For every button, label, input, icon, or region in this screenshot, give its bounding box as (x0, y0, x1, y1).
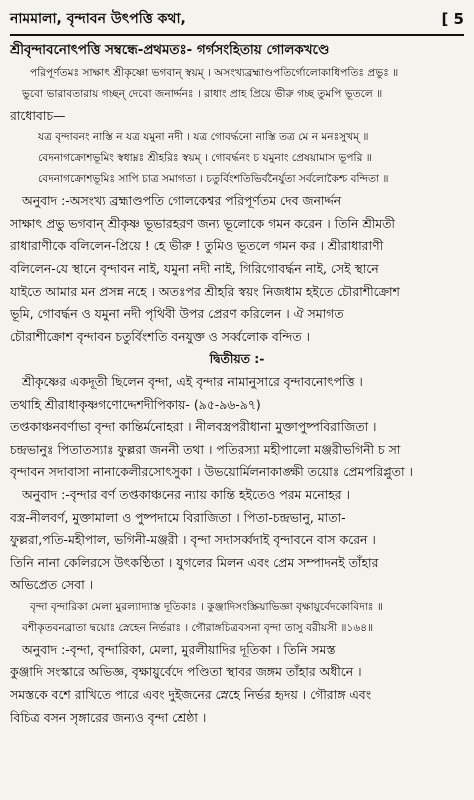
verse-line: যত্র বৃন্দাবনং নাস্তি ন যত্র যমুনা নদী । যত্র গোবর্দ্ধনো নাস্তি তত্র মে ন মনঃসুখম্ ॥ (38, 131, 369, 144)
translation-line: রাধারাণীকে বলিলেন-প্রিয়ে ! হে ভীরু ! তুমিও ভূতলে গমন কর । শ্রীরাধারাণী (10, 238, 384, 254)
verse-line: ভুবো ভারাবতারায় গচ্ছন্ দেবো জনার্দ্দনঃ । রাধাং প্রাহ প্রিয়ে ভীরু গচ্ছ তুমপি ভূতলে ॥ (22, 87, 383, 100)
verse-line: বেদনাগক্রোশভূমিং স্বধাম্নঃ শ্রীহরিঃ স্বয়ম্ । গোবর্দ্ধনং চ যমুনাং প্রেষয়ামাস ভূপরি ॥ (38, 152, 372, 165)
translation-line: চৌরাশীক্রোশ বৃন্দাবন চতুর্বিংশতি বনযুক্ত ও সর্ব্বলোক বন্দিত । (10, 328, 310, 344)
verse-line: বেদনাগক্রোশভূমিঃ সাপি চাত্র সমাগতা । চতুর্বিংশতিভির্বনৈর্যুতা সর্বলোকৈশ্চ বন্দিতা ॥ (38, 173, 389, 186)
translation-line: বলিলেন-যে স্থানে বৃন্দাবন নাই, যমুনা নদী নাই, গিরিগোবর্দ্ধন নাই, সেই স্থানে (10, 260, 379, 276)
page-header (10, 6, 464, 32)
translation-line: অনুবাদ :-বৃন্দা, বৃন্দারিকা, মেলা, মুরলীয়াদির দূতিকা । তিনি সমস্ত (22, 641, 336, 657)
translation-line: অনুবাদ :-বৃন্দার বর্ণ তপ্তকাঞ্চনের ন্যায় কান্তি হইতেও পরম মনোহর । (22, 486, 350, 502)
translation-line: বিচিত্র বসন সৃঙ্গারের জন্যও বৃন্দা শ্রেষ্ঠা । (10, 709, 207, 725)
translation-line: অভিপ্রেত সেবা । (10, 577, 94, 593)
translation-line: কুঞ্জাদি সংস্কারে অভিজ্ঞ, বৃক্ষায়ুর্বেদে পণ্ডিতা স্থাবর জঙ্গম তাঁহার অধীনে । (10, 664, 362, 680)
translation-line: সাক্ষাৎ প্রভু ভগবান্ শ্রীকৃষ্ণ ভূভারহরণ জন্য ভূলোকে গমন করেন । তিনি শ্রীমতী (10, 215, 395, 231)
verse-line: বৃন্দা বৃন্দারিকা মেলা মুরল্যাদ্যাস্ত দূতিকাঃ । কুঞ্জাদিসংস্ক্রিয়াভিজ্ঞা বৃক্ষায়ুর্বেদকোবিদাঃ ॥ (30, 600, 383, 613)
translation-line: ফুল্লরা,পতি-মহীপাল, ভগিনী-মঞ্জরী । বৃন্দা সদাসর্ব্বদাই বৃন্দাবনে বাস করেন । (10, 532, 376, 548)
verse-line: তপ্তকাঞ্চনবর্ণাভা বৃন্দা কান্তির্মনোহরা । নীলবস্ত্রপরীধানা মুক্তাপুষ্পবিরাজিতা । (10, 419, 377, 435)
verse-line: পরিপূর্ণতমঃ সাক্ষাৎ শ্রীকৃষ্ণো ভগবান্ স্বয়ম্ । অসংখ্যব্রহ্মাণ্ডপতির্গোলোকাধিপতিঃ প্রভুঃ ॥ (30, 66, 399, 79)
subheading: দ্বিতীয়ত :- (209, 351, 265, 367)
verse-line: বৃন্দাবন সদাবাসা নানাকেলীরসোৎসুকা । উভয়োর্মিলনাকাঙ্ক্ষী তয়োঃ প্রেমপরিপ্লুতা । (10, 464, 413, 480)
section-heading: শ্রীবৃন্দাবনোৎপত্তি সম্বন্ধে-প্রথমতঃ- গর্গসংহিতায় গোলকখণ্ডে (10, 43, 330, 58)
page-number: [ 5 (441, 10, 464, 28)
translation-line: তিনি নানা কেলিরসে উৎকণ্ঠিতা । যুগলের মিলন এবং প্রেম সম্পাদনই তাঁহার (10, 554, 379, 570)
translation-line: বস্ত্র-নীলবর্ণ, মুক্তামালা ও পুষ্পদামে বিরাজিতা । পিতা-চন্দ্রভানু, মাতা- (10, 509, 346, 525)
translation-line: সমস্তকে বশে রাখিতে পারে এবং দুইজনের স্নেহে নির্ভর হৃদয় । গৌরাঙ্গ এবং (10, 687, 372, 703)
translation-line: অনুবাদ :-অসংখ্য ব্রহ্মাণ্ডপতি গোলকেশ্বর পরিপূর্ণতম দেব জনার্দ্দন (22, 193, 342, 209)
translation-line: যাইতে আমার মন প্রসন্ন নহে । অতঃপর শ্রীহরি স্বয়ং নিজধাম হইতে চৌরাশীক্রোশ (10, 283, 400, 299)
speaker-label: রাধোবাচ— (10, 107, 66, 123)
header-rule (10, 34, 464, 36)
paragraph-line: শ্রীকৃষ্ণের একদূতী ছিলেন বৃন্দা, এই বৃন্দার নামানুসারে বৃন্দাবনোৎপত্তি । (22, 373, 363, 389)
verse-line: বশীকৃতবনব্রাতা দ্বয়োঃ স্নেহেন নির্ভরাঃ । গৌরাঙ্গচিত্রবসনা বৃন্দা তাসু বরীয়সী ॥১৬৪॥ (22, 621, 374, 634)
translation-line: ভূমি, গোবর্দ্ধন ও যমুনা নদী পৃথিবী উপর প্রেরণ করিলেন । ঐ সমাগত (10, 306, 344, 322)
citation-line: তথাহি শ্রীরাধাকৃষ্ণগণোদ্দেশদীপিকায়- (৯৫-৯৬-৯৭) (10, 396, 261, 412)
verse-line: চন্দ্রভানুঃ পিতাতস্যাঃ ফুল্লরা জননী তথা । পতিরস্যা মহীপালো মঞ্জরীভগিনী চ সা (10, 441, 401, 457)
running-title: নামমালা, বৃন্দাবন উৎপত্তি কথা, (10, 11, 186, 27)
